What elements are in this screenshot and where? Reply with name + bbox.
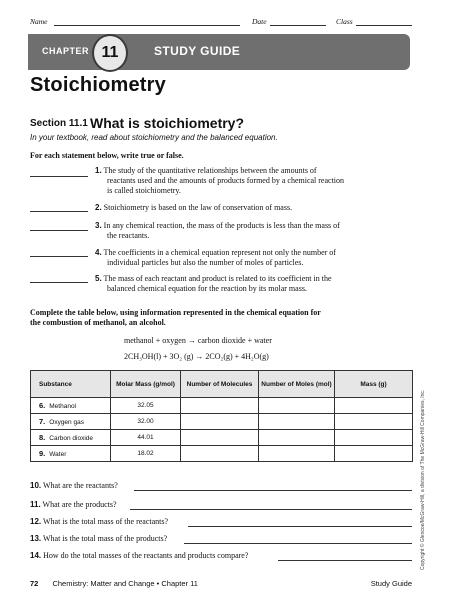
answer-blank-4[interactable]	[30, 256, 88, 257]
statement-4: 4. The coefficients in a chemical equation represent not only the number of individual particles but also the number of moles of particles.	[95, 248, 336, 267]
question-12: 12. What is the total mass of the reactants?	[30, 517, 169, 526]
section-number: Section 11.1	[30, 118, 88, 129]
molar-mass-cell: 44.01	[111, 430, 181, 446]
molar-mass-cell: 32.05	[111, 398, 181, 414]
answer-line-11[interactable]	[130, 509, 412, 510]
table-row	[31, 430, 413, 446]
chapter-label: CHAPTER	[42, 46, 90, 56]
page-footer	[30, 579, 412, 588]
table-row	[31, 398, 413, 414]
date-label: Date	[252, 17, 267, 26]
table-instruction-line2: the combustion of methanol, an alcohol.	[30, 318, 166, 327]
answer-blank-1[interactable]	[30, 176, 88, 177]
question-10: 10. What are the reactants?	[30, 481, 118, 490]
class-label: Class	[336, 17, 353, 26]
table-header-row	[31, 371, 413, 398]
page-number: 72	[30, 579, 39, 588]
chapter-number-badge: 11	[92, 34, 128, 72]
moles-answer-cell[interactable]	[259, 398, 335, 414]
molecules-answer-cell[interactable]	[181, 446, 259, 462]
question-14: 14. How do the total masses of the reactants and products compare?	[30, 551, 249, 560]
mass-answer-cell[interactable]	[335, 398, 413, 414]
answer-blank-3[interactable]	[30, 230, 88, 231]
true-false-instruction: For each statement below, write true or false.	[30, 151, 184, 160]
class-field[interactable]	[356, 25, 412, 26]
statement-3: 3. In any chemical reaction, the mass of the products is less than the mass of the reactants.	[95, 221, 340, 240]
answer-blank-2[interactable]	[30, 211, 88, 212]
chemical-equation: 2CH₃OH(l) + 3O₂ (g) → 2CO₂(g) + 4H₂O(g)	[124, 352, 269, 361]
substance-cell: 6. Methanol	[31, 398, 111, 414]
column-header: Mass (g)	[335, 371, 413, 398]
name-label: Name	[30, 17, 48, 26]
question-13: 13. What is the total mass of the products?	[30, 534, 168, 543]
statement-2: 2. Stoichiometry is based on the law of conservation of mass.	[95, 203, 293, 212]
substance-cell: 8. Carbon dioxide	[31, 430, 111, 446]
column-header: Substance	[31, 371, 111, 398]
answer-line-13[interactable]	[184, 543, 412, 544]
section-intro: In your textbook, read about stoichiometry and the balanced equation.	[30, 133, 278, 142]
moles-answer-cell[interactable]	[259, 446, 335, 462]
section-title: What is stoichiometry?	[90, 115, 245, 131]
moles-answer-cell[interactable]	[259, 430, 335, 446]
substance-cell: 7. Oxygen gas	[31, 414, 111, 430]
molar-mass-cell: 32.00	[111, 414, 181, 430]
question-11: 11. What are the products?	[30, 500, 117, 509]
column-header: Molar Mass (g/mol)	[111, 371, 181, 398]
answer-line-12[interactable]	[188, 526, 412, 527]
molar-mass-cell: 18.02	[111, 446, 181, 462]
word-equation: methanol + oxygen → carbon dioxide + water	[124, 336, 272, 345]
footer-label: Study Guide	[370, 579, 412, 588]
answer-line-10[interactable]	[134, 490, 412, 491]
date-field[interactable]	[270, 25, 326, 26]
molecules-answer-cell[interactable]	[181, 430, 259, 446]
table-row	[31, 414, 413, 430]
chapter-banner	[28, 34, 410, 70]
table-row	[31, 446, 413, 462]
moles-answer-cell[interactable]	[259, 414, 335, 430]
column-header: Number of Molecules	[181, 371, 259, 398]
statement-5: 5. The mass of each reactant and product is related to its coefficient in the balanced chemical equation for the reaction by its molar mass.	[95, 274, 332, 293]
page-title: Stoichiometry	[30, 74, 166, 96]
table-instruction-line1: Complete the table below, using information represented in the chemical equation for	[30, 308, 321, 317]
footer-book-title: Chemistry: Matter and Change • Chapter 11	[52, 579, 198, 588]
answer-blank-5[interactable]	[30, 282, 88, 283]
answer-line-14[interactable]	[278, 560, 412, 561]
copyright-notice: Copyright © Glencoe/McGraw-Hill, a division of The McGraw-Hill Companies, Inc.	[420, 389, 426, 570]
mass-answer-cell[interactable]	[335, 446, 413, 462]
molecules-answer-cell[interactable]	[181, 398, 259, 414]
name-field[interactable]	[54, 25, 240, 26]
mass-answer-cell[interactable]	[335, 414, 413, 430]
mass-answer-cell[interactable]	[335, 430, 413, 446]
data-table	[30, 370, 413, 462]
study-guide-label: STUDY GUIDE	[154, 44, 241, 58]
substance-cell: 9. Water	[31, 446, 111, 462]
column-header: Number of Moles (mol)	[259, 371, 335, 398]
molecules-answer-cell[interactable]	[181, 414, 259, 430]
statement-1: 1. The study of the quantitative relationships between the amounts of reactants used and the amounts of products formed by a chemical reaction is called stoichiometry.	[95, 166, 345, 195]
